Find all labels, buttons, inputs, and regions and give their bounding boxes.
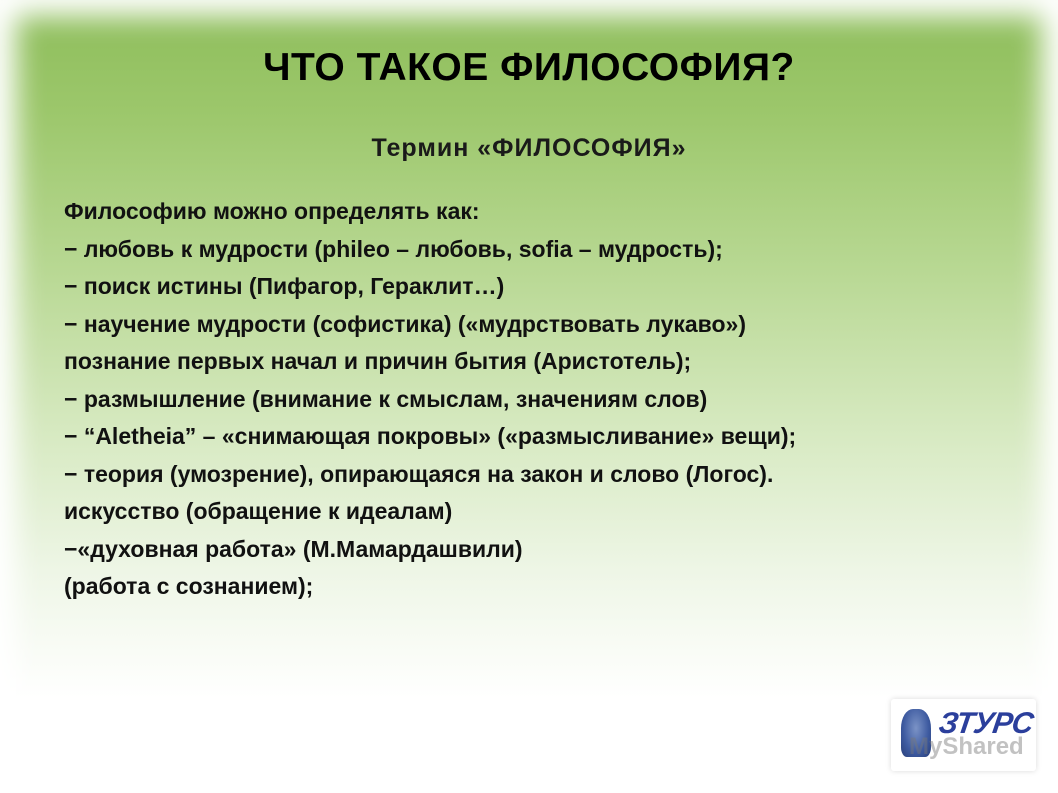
definition-list xyxy=(64,193,999,606)
watermark: MyShared xyxy=(909,733,1024,760)
list-item: (работа с сознанием); xyxy=(64,573,314,599)
logo xyxy=(891,699,1036,771)
list-item: искусство (обращение к идеалам) xyxy=(64,498,453,524)
logo-text: ЗТУРС xyxy=(936,707,1035,740)
list-item: познание первых начал и причин бытия (Аристотель); xyxy=(64,348,692,374)
list-item: − размышление (внимание к смыслам, значениям слов) xyxy=(64,385,708,412)
slide-subtitle: Термин «ФИЛОСОФИЯ» xyxy=(371,134,687,162)
list-item: − “Aletheia” – «снимающая покровы» («размысливание» вещи); xyxy=(64,423,797,449)
list-item: − теория (умозрение), опирающаяся на закон и слово (Логос). xyxy=(64,460,774,487)
list-item: − научение мудрости (софистика) («мудрствовать лукаво») xyxy=(64,310,747,337)
list-intro: Философию можно определять как: xyxy=(64,198,480,224)
slide-title: ЧТО ТАКОЕ ФИЛОСОФИЯ? xyxy=(263,46,795,89)
list-item: − поиск истины (Пифагор, Гераклит…) xyxy=(64,273,505,299)
list-item: −«духовная работа» (М.Мамардашвили) xyxy=(64,535,523,562)
list-item: − любовь к мудрости (phileo – любовь, sofia – мудрость); xyxy=(64,235,723,262)
